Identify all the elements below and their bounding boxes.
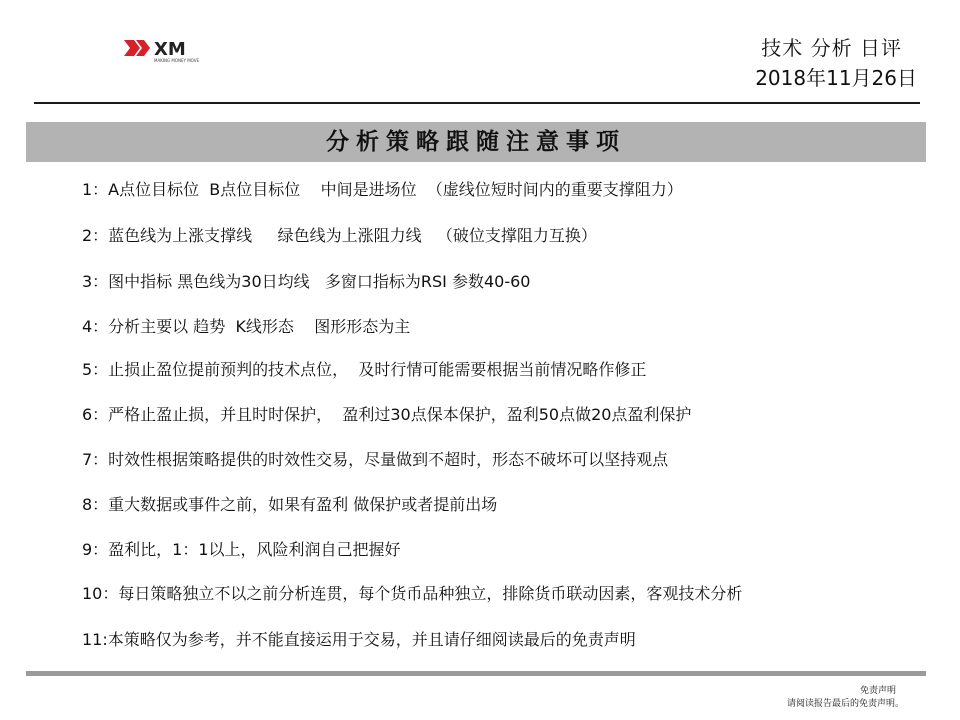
svg-text:MAKING MONEY MOVE: MAKING MONEY MOVE [154,58,199,63]
list-item: 2：蓝色线为上涨支撑线 绿色线为上涨阻力线 （破位支撑阻力互换） [82,226,597,245]
report-title: 技术 分析 日评 [761,36,902,60]
list-item: 1：A点位目标位 B点位目标位 中间是进场位 （虚线位短时间内的重要支撑阻力） [82,180,683,199]
list-item: 9：盈利比，1：1以上，风险利润自己把握好 [82,540,401,559]
list-item: 7：时效性根据策略提供的时效性交易，尽量做到不超时，形态不破坏可以坚持观点 [82,450,669,469]
svg-text:XM: XM [154,39,186,60]
xm-logo [122,36,212,64]
list-item: 6：严格止盈止损，并且时时保护， 盈利过30点保本保护，盈利50点做20点盈利保护 [82,405,692,424]
section-banner: 分析策略跟随注意事项 [26,122,926,162]
list-item: 10：每日策略独立不以之前分析连贯，每个货币品种独立，排除货币联动因素，客观技术分析 [82,584,743,603]
list-item: 8：重大数据或事件之前，如果有盈利 做保护或者提前出场 [82,495,498,514]
disclaimer-title: 免责声明 [859,686,896,696]
xm-logo-mark [122,36,212,64]
list-item: 11:本策略仅为参考，并不能直接运用于交易，并且请仔细阅读最后的免责声明 [82,630,636,649]
disclaimer-note: 请阅读报告最后的免责声明。 [786,699,904,709]
report-date: 2018年11月26日 [755,66,917,90]
footer-divider [26,671,926,676]
list-item: 5：止损止盈位提前预判的技术点位， 及时行情可能需要根据当前情况略作修正 [82,360,647,379]
header-divider [34,102,920,104]
list-item: 4：分析主要以 趋势 K线形态 图形形态为主 [82,317,411,336]
list-item: 3：图中指标 黑色线为30日均线 多窗口指标为RSI 参数40-60 [82,272,531,291]
